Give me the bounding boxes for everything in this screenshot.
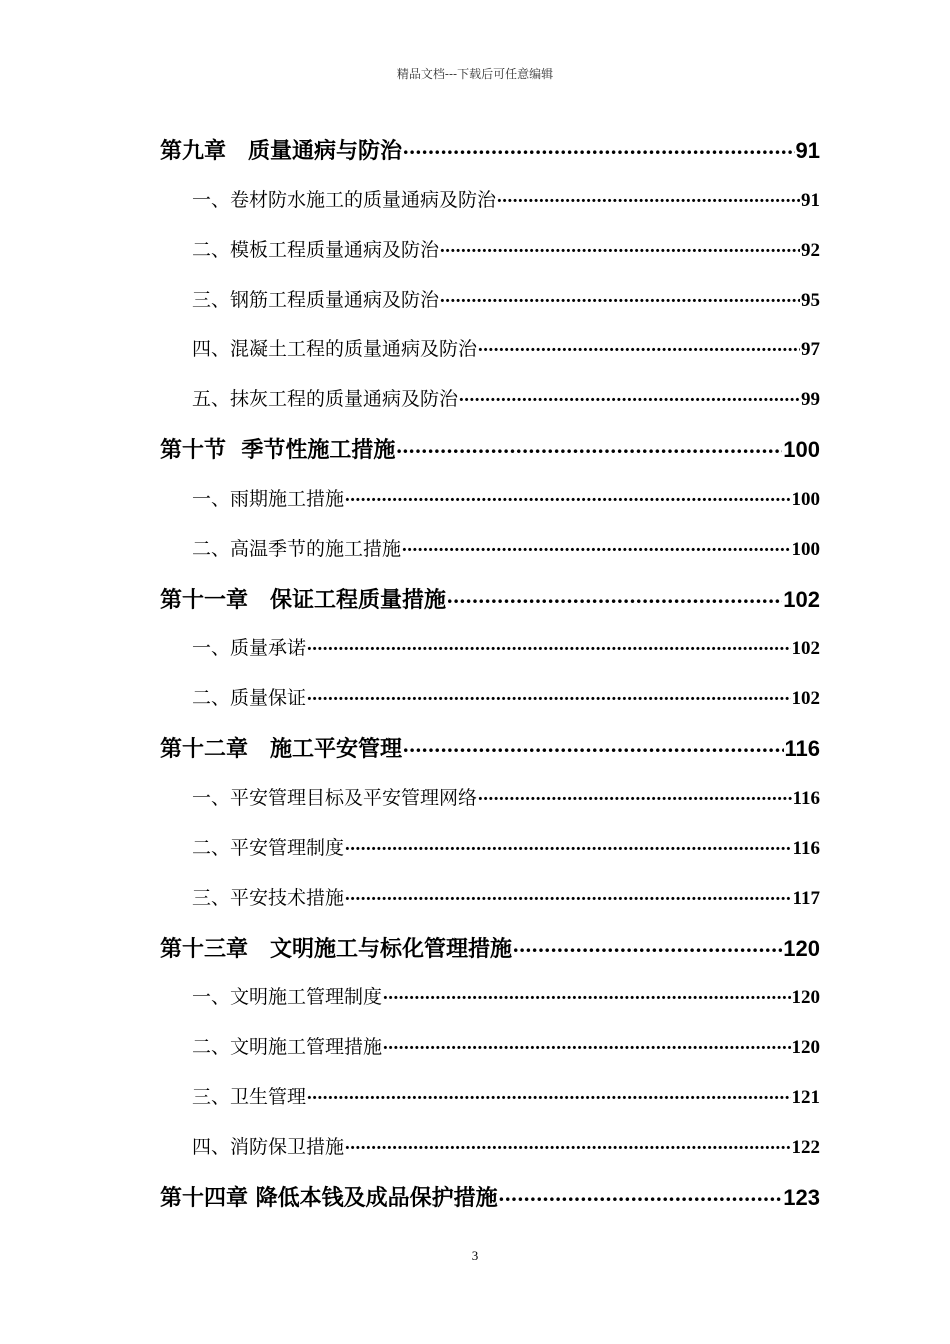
toc-section-entry[interactable] <box>160 774 820 824</box>
toc-entry-page-number: 120 <box>791 1037 820 1059</box>
toc-dot-leader <box>383 984 790 1003</box>
toc-entry-page-number: 116 <box>792 787 820 809</box>
toc-entry-page-number: 102 <box>783 586 820 612</box>
toc-dot-leader <box>383 1034 790 1053</box>
toc-dot-leader <box>447 585 782 607</box>
toc-entry-title: 第十二章 施工平安管理 <box>160 737 403 763</box>
toc-section-entry[interactable] <box>160 176 820 226</box>
toc-section-entry[interactable] <box>160 525 820 575</box>
toc-dot-leader <box>403 136 795 158</box>
toc-entry-page-number: 100 <box>783 437 820 463</box>
toc-section-entry[interactable] <box>160 1123 820 1173</box>
toc-entry-title: 第十一章 保证工程质量措施 <box>160 587 447 613</box>
toc-entry-page-number: 102 <box>791 688 820 710</box>
toc-entry-title: 二、模板工程质量通病及防治 <box>192 238 440 261</box>
toc-dot-leader <box>499 1183 783 1205</box>
toc-dot-leader <box>513 934 782 956</box>
toc-dot-leader <box>402 536 790 555</box>
toc-entry-page-number: 99 <box>801 389 820 411</box>
toc-dot-leader <box>307 1084 790 1103</box>
toc-section-entry[interactable] <box>160 475 820 525</box>
toc-entry-title: 四、消防保卫措施 <box>192 1135 345 1158</box>
toc-section-entry[interactable] <box>160 375 820 425</box>
toc-entry-title: 二、高温季节的施工措施 <box>192 537 402 560</box>
toc-entry-title: 二、质量保证 <box>192 687 307 710</box>
toc-dot-leader <box>478 336 800 355</box>
toc-entry-title: 二、文明施工管理措施 <box>192 1036 383 1059</box>
toc-chapter-entry[interactable] <box>160 924 820 974</box>
toc-dot-leader <box>478 785 792 804</box>
toc-dot-leader <box>345 1134 790 1153</box>
toc-entry-page-number: 97 <box>801 339 820 361</box>
toc-dot-leader <box>345 486 790 505</box>
toc-entry-page-number: 123 <box>783 1184 820 1210</box>
toc-dot-leader <box>345 835 792 854</box>
toc-entry-title: 第九章 质量通病与防治 <box>160 139 403 164</box>
toc-section-entry[interactable] <box>160 874 820 924</box>
table-of-contents <box>160 126 820 1223</box>
toc-entry-page-number: 117 <box>792 887 820 909</box>
toc-entry-page-number: 116 <box>784 736 820 762</box>
toc-chapter-entry[interactable] <box>160 724 820 774</box>
toc-section-entry[interactable] <box>160 1073 820 1123</box>
toc-entry-title: 二、平安管理制度 <box>192 836 345 859</box>
toc-entry-title: 三、卫生管理 <box>192 1086 307 1109</box>
toc-dot-leader <box>396 435 782 457</box>
toc-chapter-entry[interactable] <box>160 425 820 475</box>
toc-entry-title: 一、雨期施工措施 <box>192 487 345 510</box>
toc-entry-page-number: 91 <box>795 138 820 163</box>
toc-dot-leader <box>307 635 790 654</box>
toc-dot-leader <box>403 734 783 756</box>
toc-section-entry[interactable] <box>160 226 820 276</box>
toc-entry-title: 一、文明施工管理制度 <box>192 986 383 1009</box>
toc-entry-title: 四、混凝土工程的质量通病及防治 <box>192 338 478 361</box>
toc-chapter-entry[interactable] <box>160 575 820 625</box>
toc-section-entry[interactable] <box>160 325 820 375</box>
toc-entry-page-number: 100 <box>791 538 820 560</box>
toc-dot-leader <box>459 386 800 405</box>
toc-entry-page-number: 121 <box>791 1087 820 1109</box>
toc-section-entry[interactable] <box>160 624 820 674</box>
toc-entry-page-number: 116 <box>792 837 820 859</box>
toc-section-entry[interactable] <box>160 824 820 874</box>
toc-dot-leader <box>497 187 800 206</box>
page-header: 精品文档---下载后可任意编辑 <box>396 67 554 81</box>
toc-dot-leader <box>307 685 790 704</box>
toc-dot-leader <box>440 237 800 256</box>
toc-section-entry[interactable] <box>160 973 820 1023</box>
toc-entry-title: 三、钢筋工程质量通病及防治 <box>192 288 440 311</box>
toc-entry-page-number: 120 <box>783 935 820 961</box>
toc-entry-title: 第十四章 降低本钱及成品保护措施 <box>160 1185 498 1211</box>
toc-entry-title: 三、平安技术措施 <box>192 886 345 909</box>
toc-section-entry[interactable] <box>160 674 820 724</box>
toc-dot-leader <box>440 287 800 306</box>
toc-entry-page-number: 122 <box>791 1136 820 1158</box>
toc-entry-title: 一、平安管理目标及平安管理网络 <box>192 786 478 809</box>
toc-entry-title: 五、抹灰工程的质量通病及防治 <box>192 388 459 411</box>
page-number: 3 <box>471 1248 479 1263</box>
toc-entry-title: 第十节 季节性施工措施 <box>160 438 396 464</box>
toc-section-entry[interactable] <box>160 276 820 326</box>
toc-chapter-entry[interactable] <box>160 126 820 176</box>
toc-entry-page-number: 91 <box>801 189 820 211</box>
toc-entry-page-number: 100 <box>791 488 820 510</box>
toc-entry-title: 第十三章 文明施工与标化管理措施 <box>160 936 513 962</box>
toc-dot-leader <box>345 885 792 904</box>
toc-entry-page-number: 92 <box>801 239 820 261</box>
toc-entry-page-number: 102 <box>791 638 820 660</box>
toc-entry-page-number: 120 <box>791 987 820 1009</box>
toc-entry-title: 一、卷材防水施工的质量通病及防治 <box>192 188 497 211</box>
toc-entry-page-number: 95 <box>801 289 820 311</box>
toc-entry-title: 一、质量承诺 <box>192 637 307 660</box>
toc-chapter-entry[interactable] <box>160 1173 820 1223</box>
toc-section-entry[interactable] <box>160 1023 820 1073</box>
